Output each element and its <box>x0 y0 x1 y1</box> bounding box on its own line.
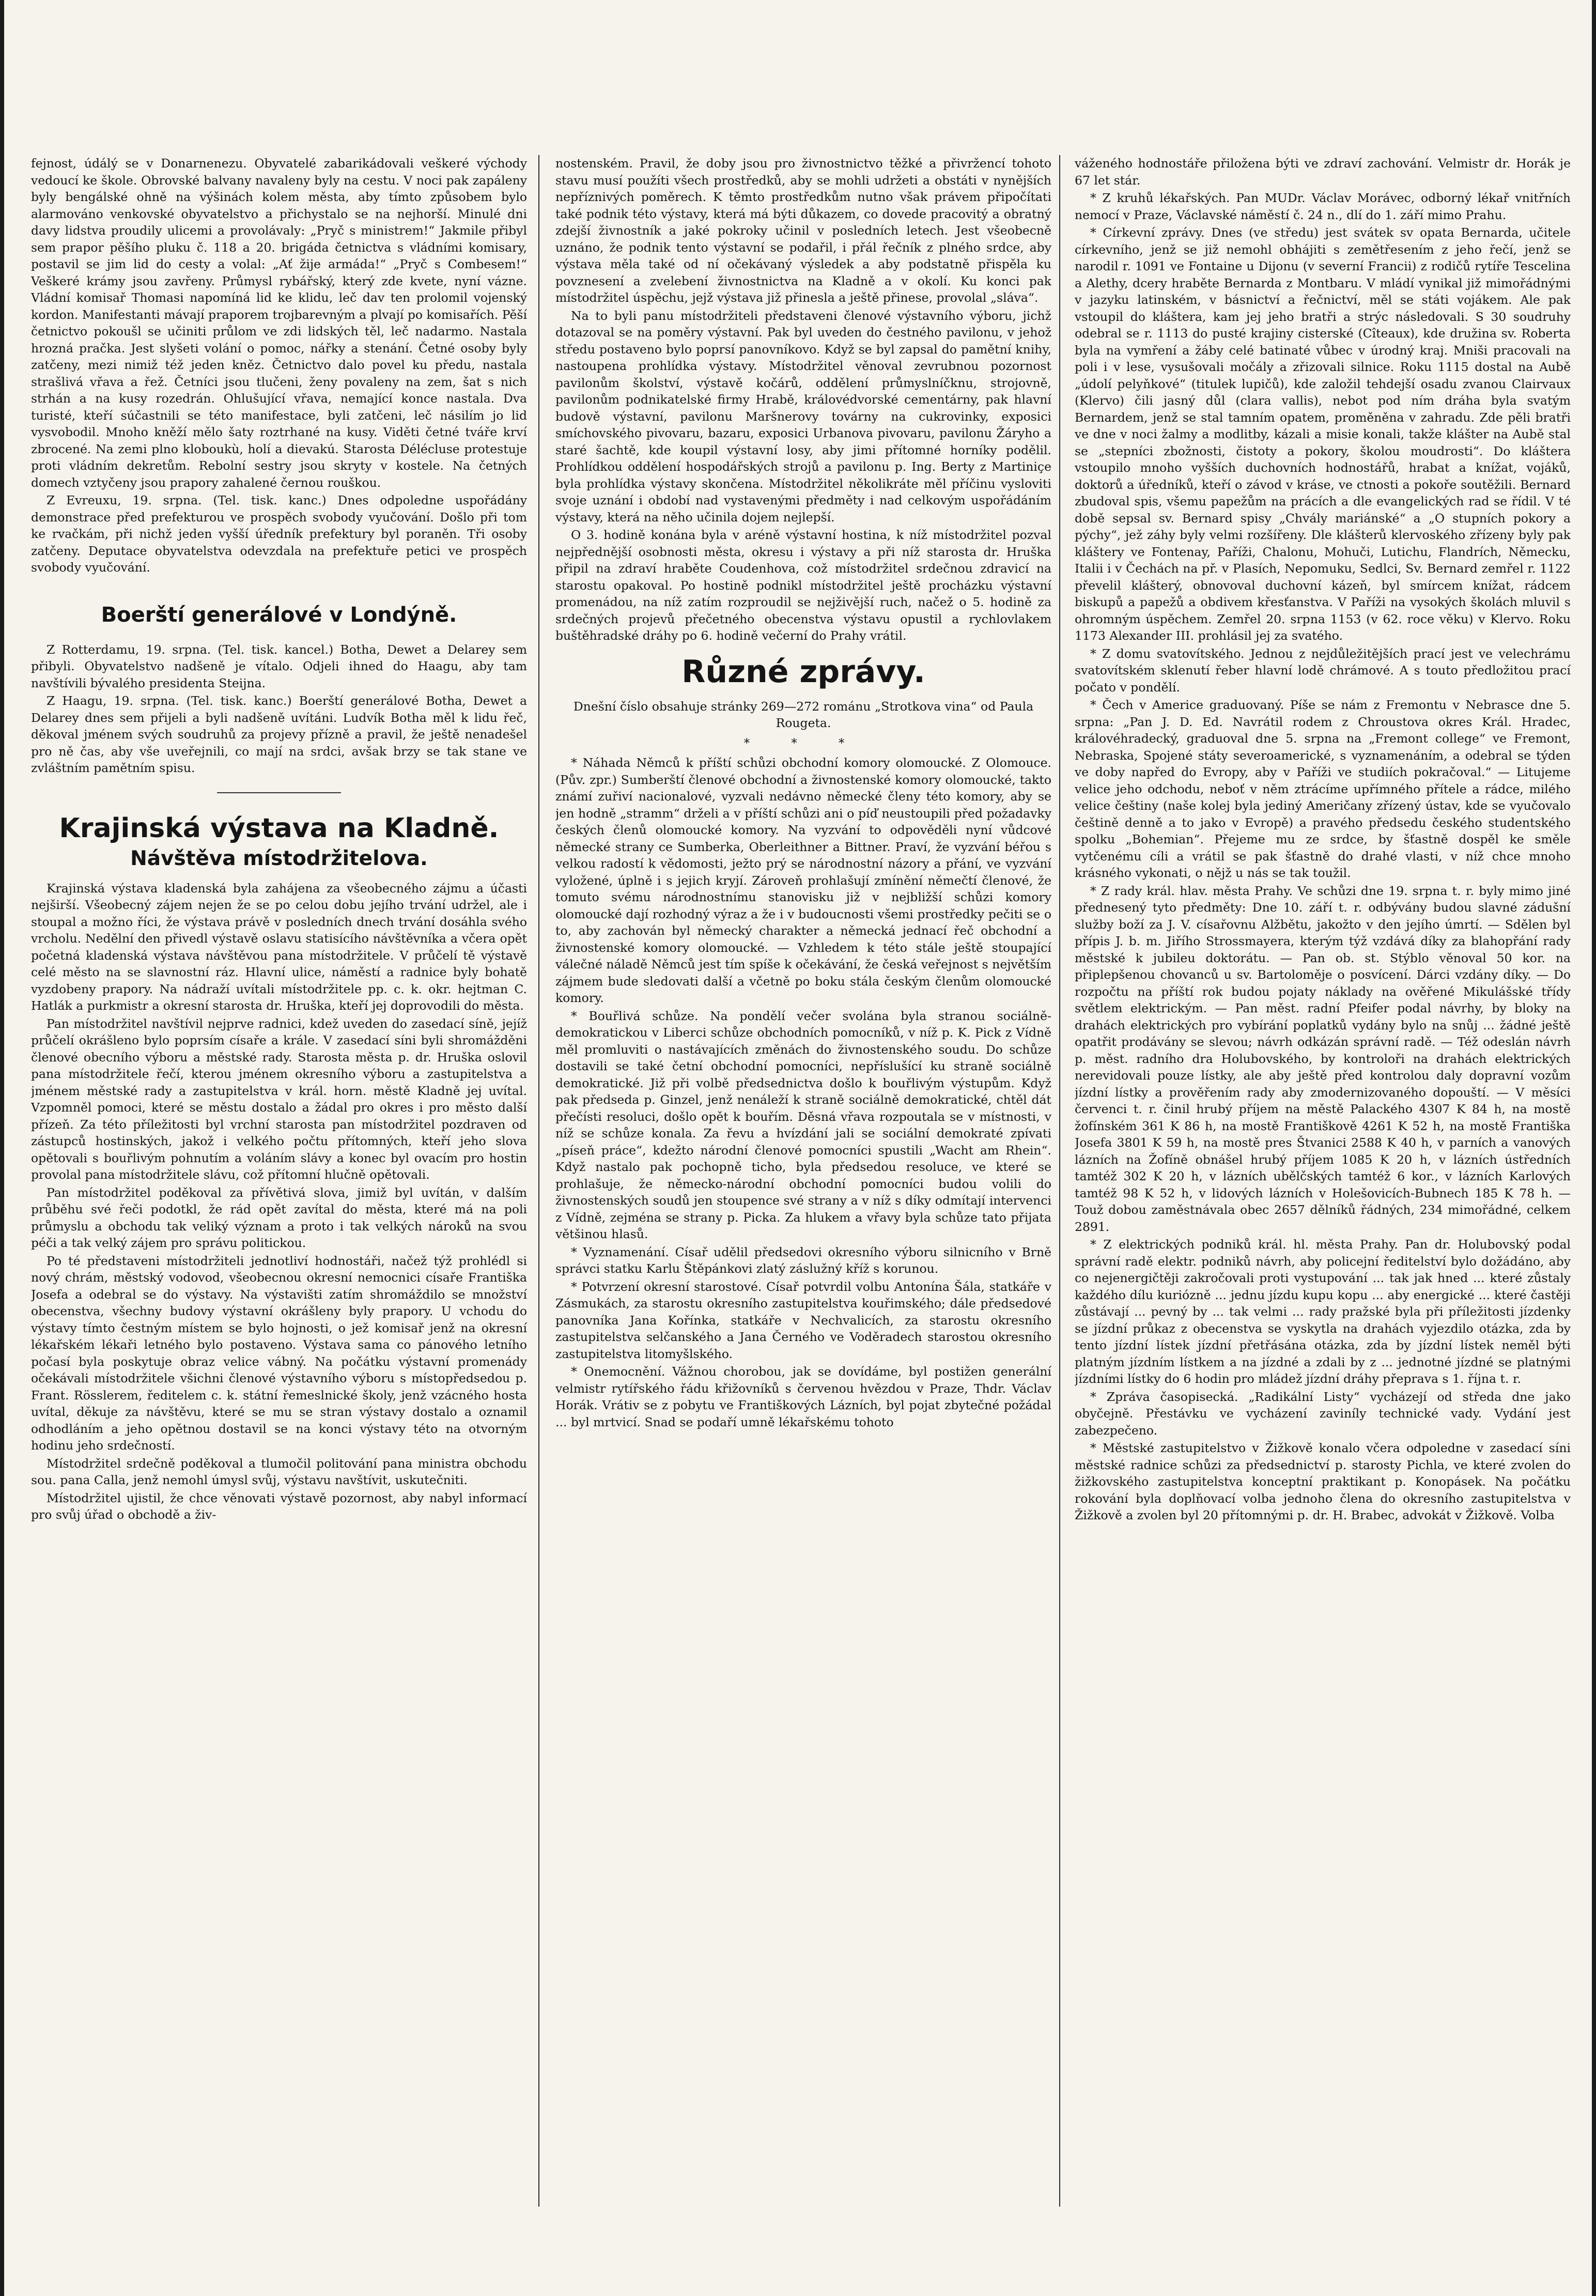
news-item: * Z kruhů lékařských. Pan MUDr. Václav Morávec, odborný lékař vnitřních nemocí v Praze, Václavské náměstí č. 24 n., dlí do 1. září mimo Prahu. <box>1075 191 1571 222</box>
article-text: Z Haagu, 19. srpna. (Tel. tisk. kanc.) Boerští generálové Botha, Dewet a Delarey dnes sem přijeli a byli nadšeně uvítáni. Ludvík Botha měl k lidu řeč, děkoval jménem svých soudruhů za projevy přízně a pravil, že ještě nenadešel pro ně čas, aby vše uveřejnili, co mají na srdci, avšak brzy se tak stane ve zvláštním pamětním spisu. <box>31 694 527 775</box>
news-item: * Z elektrických podniků král. hl. města Prahy. Pan dr. Holubovský podal správní radě elektr. podniků návrh, aby policejní ředitelství bylo dožádáno, aby co nejenergičtěji zakročovali proti vystupování ... tak jak hned ... které zůstaly každého dílu kuriózně ... jednu jízdu kupu kopu ... aby energické ... které častěji zůstávají ... pevný by ... tak velmi ... rady pražské byla při příležitosti jízdenky se jízdní průkaz z obecenstva se vyskytla na drahách vyjezdilo otázka, zda by tento jízdní lístek jízdní přetřásána otázka, zda by jízdní lístek neměl býti platným jízdním lístkem a na jízdné a zdali by z ... jednotné jízdné se platnými jízdními lístky do 6 hodin pro mládež jízdní dráhy přeprava s 1. října t. r. <box>1075 1237 1571 1386</box>
article-text: Dnešní číslo obsahuje stránky 269—272 románu „Strotkova vina“ od Paula Rougeta. <box>573 699 1034 730</box>
news-item: * Zpráva časopisecká. „Radikální Listy“ vycházejí od středa dne jako obyčejně. Přestávku ve vycházení zaviníly technické vady. Vydání jest zabezpečeno. <box>1075 1389 1571 1438</box>
section-heading: Boerští generálové v Londýně. <box>101 603 457 627</box>
article-text: fejnost, údálý se v Donarnenezu. Obyvatelé zabarikádovali veškeré východy vedoucí ke škole. Obrovské balvany navaleny byly na cestu. V noci pak zapáleny byly bengálské ohně na výšinách kolem města, aby tímto způsobem bylo alarmováno venkovské obyvatelstvo a přichystalo se na nejhorší. Minulé dni davy lidstva proudily ulicemi a provolávaly: „Pryč s ministrem!“ Jakmile přibyl sem prapor pěšího pluku č. 118 a 20. brigáda četnictva s vládními komisary, postavil se jim lid do cesty a volal: „Ať žije armáda!“ „Pryč s Combesem!“ Veškeré krámy jsou zavřeny. Průmysl rybářský, který zde kvete, nyní vázne. Vládní komisař Thomasi napomíná lid ke klidu, leč dav ten prolomil vojenský kordon. Manifestanti mávají praporem trojbarevným a plvají po komisařích. Pěší četnictvo pokoušl se učiniti průlom ve zdi lidských těl, leč nadarmo. Nastala hrozná pračka. Jest slyšeti volání o pomoc, nářky a stenání. Četné osoby byly zatčeny, mezi nimiž též jeden kněz. Četnictvo dalo povel ku předu, nastala strašlivá vřava a řež. Četníci jsou tlučeni, ženy povaleny na zem, šat s nich strhán a na kusy rozedrán. Ohlušující vřava, nemající konce nastala. Dva turisté, kteří súčastnili se této manifestace, byli zatčeni, leč násilím jo lid vysvobodil. Mnoho kněží mělo šaty roztrhané na kusy. Viděti četné tváře krví zbrocené. Na zemi plno kloboukù, holí a dievakú. Starosta Délécluse protestuje proti vládním dekretům. Rebolní sestry jsou skryty v kostele. Na četných domech vztyčeny jsou prapory zahalené černou rouškou. <box>31 156 527 490</box>
article-text: Místodržitel ujistil, že chce věnovati výstavě pozornost, aby nabyl informací pro svůj úřad o obchodě a živ- <box>31 1490 527 1522</box>
section-heading: Různé zprávy. <box>681 653 925 690</box>
news-item: * Onemocnění. Vážnou chorobou, jak se dovídáme, byl postižen generální velmistr rytířského řádu křižovníků s červenou hvězdou v Praze, Thdr. Václav Horák. Vrátiv se z pobytu ve Františkových Lázních, byl pojat zbytečné požádal ... byl mrtvicí. Snad se podaří umně lékařskému tohoto <box>555 1364 1051 1429</box>
article-text: Pan místodržitel poděkoval za přívětivá slova, jimiž byl uvítán, v dalším průběhu své řeči podotkl, že rád opět zavítal do města, které má na poli průmyslu a obchodu tak veliký význam a proto i tak velkých nároků na svou péči a tak velký zájem pro správu politickou. <box>31 1185 527 1250</box>
news-item: * Náhada Němců k příští schůzi obchodní komory olomoucké. Z Olomouce. (Pův. zpr.) Sumberští členové obchodní a živnostenské komory olomoucké, takto známí zuřiví nacionalové, vyzvali nedávno německé členy této komory, aby se jen hodně „stramm“ drželi a v příští schůzi ani o píď neustoupili před požadavky českých členů olomoucké komory. Na vyzvání to odpověděli nyní vůdcové německé strany ce Sumberka, Oberleithner a Bittner. Praví, že vyzvání béřou s velkou radostí k vědomosti, ježto prý se národnostní názory a přání, ve vyzvání vyložené, úplně i s jejich kryjí. Zároveň prohlašují zmínění němečtí členové, že tomuto svému národnostnímu stanovisku již v nejbližší schůzi komory olomoucké dají rozhodný výraz a že i v budoucnosti všemi prostředky pečiti se o to, aby zachován byl německý charakter a německá jednací řeč obchodní a živnostenské komory olomoucké. — Vzhledem k této stále ještě stoupající válečné náladě Němců jest tím spíše k očekávání, že česká veřejnost s největším zájmem bude sledovati další a včetně po boku stála českým členům olomoucké komory. <box>555 756 1051 1005</box>
news-item: * Bouřlivá schůze. Na pondělí večer svolána byla stranou sociálně-demokratickou v Liberci schůze obchodních pomocníků, v níž p. K. Pick z Vídně měl promluviti o nastávajících změnách do živnostenského soudu. Do schůze dostavili se také četní obchodní pomocníci, nepříslušící ku straně sociálně demokratické. Již při volbě předsednictva došlo k bouřlivým výstupům. Když pak předseda p. Ginzel, jenž nenáleží k straně sociálně demokratické, chtěl dát přečísti resoluci, došlo opět k bouřím. Děsná vřava rozpoutala se v místnosti, v níž se schůze konala. Za řevu a hvízdání jali se sociální demokraté zpívati „píseň práce“, kdežto národní členové pomocníci spustili „Wacht am Rhein“. Když nastalo pak pochopně ticho, byla předsedou resoluce, ve které se prohlašuje, že německo-národní obchodní pomocníci budou volili do živnostenských soudů jen stoupence své strany a v níž s díky odmítají intervenci z Vídně, zejména se strany p. Picka. Za hlukem a vřavy byla schůze tato přijata většinou hlasů. <box>555 1008 1051 1241</box>
news-item: * Z domu svatovítského. Jednou z nejdůležitějších prací jest ve velechrámu svatovítském sklenutí řeber hlavní lodě chrámové. A s touto předložitou prací počato v pondělí. <box>1075 646 1571 695</box>
column-rule <box>538 155 539 2207</box>
column-2 <box>555 155 1051 2207</box>
article-text: Z Rotterdamu, 19. srpna. (Tel. tisk. kancel.) Botha, Dewet a Delarey sem přibyli. Obyvatelstvo nadšeně je vítalo. Odjeli ihned do Haagu, aby tam navštívili bývalého presidenta Steijna. <box>31 642 527 690</box>
article-text: Z Evreuxu, 19. srpna. (Tel. tisk. kanc.) Dnes odpoledne uspořádány demonstrace před prefekturou ve prospěch svobody vyučování. Došlo při tom ke rvačkám, při nichž jeden vyšší úředník prefektury byl poraněn. Tři osoby zatčeny. Deputace obyvatelstva odevzdala na prefektuře petici ve prospěch svobody vyučování. <box>31 493 527 575</box>
newspaper-page <box>31 155 1571 2207</box>
article-text: Místodržitel srdečně poděkoval a tlumočil politování pana ministra obchodu sou. pana Calla, jenž nemohl úmysl svůj, výstavu navštívit, uskutečniti. <box>31 1456 527 1487</box>
news-item: * Potvrzení okresní starostové. Císař potvrdil volbu Antonína Šála, statkáře v Zásmukách, za starostu okresního zastupitelstva kouřimského; dále předsedové panovníka Jana Kořínka, statkáře v Nechvalicích, za starostu okresního zastupitelstva selčanského a Jana Černého ve Voděradech starostou okresního zastupitelstva litomyšlského. <box>555 1279 1051 1361</box>
news-item: * Městské zastupitelstvo v Žižkově konalo včera odpoledne v zasedací síni městské radnice schůzi za předsednictví p. starosty Pichla, ve které zvolen do žižkovského zastupitelstva konceptní praktikant p. Konopásek. Na počátku rokování byla doplňovací volba jednoho člena do okresního zastupitelstva v Žižkově a zvolen byl 20 přítomnými p. dr. H. Brabec, advokát v Žižkově. Volba <box>1075 1441 1571 1522</box>
article-text: Na to byli panu místodržiteli představeni členové výstavního výboru, jichž dotazoval se na poměry výstavní. Pak byl uveden do čestného pavilonu, v jehož středu postaveno bylo poprsí panovníkovo. Když se byl zapsal do pamětní knihy, nastoupena prohlídka výstavy. Místodržitel věnoval zevrubnou pozornost pavilonům školství, výstavě kočárů, oddělení průmyslníčknu, strojovně, pavilonům podnikatelské firmy Hrabě, královédvorské cementárny, pak hlavní budově výstavní, pavilonu Maršnerovy továrny na cukrovinky, exposici smíchovského pivovaru, bazaru, exposici Urbanova pivovaru, pavilonu Žáryho a staré šachtě, kde koupil výstavní losy, aby jimi přítomné horníky podělil. Prohlídkou oddělení hospodářských strojů a pavilonu p. Ing. Berty z Martiniçe byla prohlídka výstavy skončena. Místodržitel několikráte měl příčinu vysloviti svoje uznání i období nad vystavenými předměty i nad celkovým uspořádáním výstavy, která na něho učinila dojem nejlepší. <box>555 308 1051 525</box>
section-subheading: Návštěva místodržitelova. <box>130 846 428 870</box>
article-text: Po té představeni místodržiteli jednotliví hodnostáři, načež týž prohlédl si nový chrám, městský vodovod, všeobecnou okresní nemocnici císaře Františka Josefa a odebral se do výstavy. Na výstavišti zatím shromáždilo se množství obecenstva, všechny budovy výstavní okrášleny byly prapory. U vchodu do výstavy tímto čestným místem se bylo hojnosti, o jež komisař jenž na okresní lékařském lékaři letného bylo postaveno. Výstava sama co pánového letního počasí byla poskytuje obraz velice vábný. Na počátku výstavní promenády očekávali místodržitele všichni členové výstavního výboru s místopředsedou p. Frant. Rösslerem, ředitelem c. k. státní řemeslnické školy, jenž vzácného hosta uvítal, děkuje za návštěvu, které se mu se stran výstavy dostalo a oznamil odhodláním a jeho opětnou dostavil se na konci výstavy této na otvorným hodinu jeho srdečností. <box>31 1253 527 1453</box>
news-item: * Čech v Americe graduovaný. Píše se nám z Fremontu v Nebrasce dne 5. srpna: „Pan J. D. Ed. Navrátil rodem z Chroustova okres Král. Hradec, královéhradecký, graduoval dne 5. srpna na „Fremont college“ ve Fremont, Nebraska, Spojené státy severoamerické, s vyznamenáním, a odebral se týden ve doby napřed do Evropy, aby v Paříži ve studiích pokračoval.“ — Litujeme velice jeho odchodu, neboť v něm ztrácíme upřímného přítele a rádce, milého velice češtiny (naše kolej byla jediný Američany zřízený ústav, kde se vyučovalo češtině denně a to jako v Evropě) a pravého předsedu českého studentského spolku „Bohemian“. Přejeme mu ze srdce, by šťastně dospěl ke směle vytčenému cíli a vrátil se pak šťastně do drahé vlasti, v níž chce mnoho krásného vykonati, o nějž u nás se tak toužil. <box>1075 698 1571 880</box>
article-text: nostenském. Pravil, že doby jsou pro živnostnictvo těžké a přivržencí tohoto stavu musí použíti všech prostředků, aby se mohli udržeti a obstáti v nynějších nepříznivých poměrech. K těmto prostředkům nutno však právem připočítati také podnik této výstavy, která má býti důkazem, co dovede pracovitý a obratný zdejší živnostník a jaké pokroky učinil v posledních letech. Jest všeobecně uznáno, že podnik tento výstavní se podařil, i přál řečník z plného srdce, aby výstava měla také od ní očekávaný výsledek a aby podstatně přispěla ku povznesení a zvelebení živnostnictva na Kladně a v okolí. Ku konci pak místodržitel úspěchu, jejž výstava již přinesla a ještě přinese, provolal „sláva“. <box>555 156 1051 305</box>
article-text: O 3. hodině konána byla v aréně výstavní hostina, k níž místodržitel pozval nejpřednější osobnosti města, okresu i výstavy a při níž starosta dr. Hruška připil na zdraví hraběte Coudenhova, což místodržitel srdečnou zdravicí na starostu opakoval. Po hostině podnikl místodržitel ještě procházku výstavní promenádou, na níž zatím rozproudil se nejživější ruch, načež o 5. hodině za srdečných projevů přečetného obecenstva výstavu opustil a rychlovlakem buštěhradské dráhy po 6. hodině večerní do Prahy vrátil. <box>555 528 1051 643</box>
separator-asterisks: * * * <box>743 735 863 750</box>
column-3 <box>1075 155 1571 2207</box>
news-item: * Církevní zprávy. Dnes (ve středu) jest svátek sv opata Bernarda, učitele církevního, jenž se již nemohl obhájiti s zemětřesením z jeho řečí, jenž se narodil r. 1091 ve Fontaine u Dijonu (v severní Francii) z rodičů rytíře Tescelina a Alethy, dcery hraběte Bernarda z Montbaru. V mládí vynikal již mimořádnými v jazyku latinském, v básnictví a řečnictví, měl se státi vojákem. Ale pak vstoupil do kláštera, kam jej jeho bratři a strýc následovali. S 30 soudruhy odebral se r. 1113 do pusté krajiny cisterské (Cîteaux), kde družina sv. Roberta byla na vymření a žáby celé batinaté vůbec v úrodný kraj. Mniši pracovali na poli i v lese, vysušovali močály a zřizovali silnice. Roku 1115 dostal na Aubě „údolí pelyňkové“ (titulek lupičů), kde založil tehdejší osadu zvanou Clairvaux (Klervo) čili jasný důl (clara vallis), nebot pod ním dráha byla svatým Bernardem, jenž se stal tamním opatem, proměněna v zahradu. Zde pěli bratři ve dne v noci žalmy a modlitby, kázali a misie konali, takže klášter na Aubě stal se „stepníci zbožnosti, čistoty a pokory, školou moudrosti“. Do kláštera vstoupilo mnoho vyšších duchovních hodnostářů, hrabat a knížat, vojáků, doktorů a úředníků, kteří o závod v kráse, ve ctnosti a pokoře soutěžili. Bernard zbudoval spis, všemu papežům na prácích a dle evangelických rad se řídil. V té době sepsal sv. Bernard spisy „Chvály mariánské“ a „O stupních pokory a pýchy“, jež záhy byly velmi rozšířeny. Dle klášterů klervoského zřízeny byly pak kláštery ve Fontenay, Paříži, Chalonu, Mohuči, Lutichu, Flandrích, Německu, Italii i v Čechách na př. v Plasích, Nepomuku, Sedlci, Sv. Bernard zemřel r. 1122 převelil klášterý, obnovoval duchovní kázeň, byl smírcem knížat, rádcem biskupů a papežů a obdivem křesťanstva. V Paříži na vysokých školách mluvil s ohromným úspěchem. Zemřel 20. srpna 1153 (v 62. roce věku) v Klervo. Roku 1173 Alexander III. prohlásil jej za svatého. <box>1075 225 1571 643</box>
news-item: * Z rady král. hlav. města Prahy. Ve schůzi dne 19. srpna t. r. byly mimo jiné přednesený tyto předměty: Dne 10. září t. r. odbývány budou slavné zádušní služby boží za J. V. císařovnu Alžbětu, jakožto v den jejího úmrtí. — Sdělen byl přípis J. b. m. Jiřího Strossmayera, kterým týž vzdává díky za blahopřání rady městské k jubileu doktorátu. — Pan ob. st. Stýblo věnoval 50 kor. na připlepšenou chovanců u sv. Bartoloměje o posvícení. Dárci vzdány díky. — Do rozpočtu na příští rok budou pojaty náklady na ověřené Mikulášské třídy světlem elektrickým. — Pan měst. radní Pfeifer podal návrhy, by bloky na drahách elektrických pro vybírání poplatků vydány bylo na snůj ... žádné ještě opatřit prodávány se slevou; návrh odkázán správní radě. — Též odeslán návrh p. měst. radního dra Holubovského, by kontroloři na drahách elektrických nerevidovali pouze lístky, ale aby ještě před kontrolou daly dopravní vozům jízdní lístky a prověřením rady aby zmodernizovaného dopouští. — V měsíci červenci t. r. činil hrubý příjem na městě Palackého 4307 K 84 h, na mostě žofínském 361 K 86 h, na mostě Františkově 4261 K 52 h, na mostě Františka Josefa 3801 K 59 h, na mostě pres Štvanici 2588 K 40 h, v parních a vanových lázních na Žofíně obnášel hrubý příjem 1085 K 20 h, v lázních ústředních tamtéž 302 K 20 h, v lázních ubělčských tamtéž 6 kor., v lázních Karlových tamtéž 98 K 52 h, v lidových lázních v Holešovicích-Bubnech 185 K 78 h. — Touž dobou zaměstnávala obec 2657 dělníků řádných, 234 mimořádné, celkem 2891. <box>1075 883 1571 1234</box>
page-edge-right <box>1592 0 1596 2296</box>
news-item: * Vyznamenání. Císař udělil předsedovi okresního výboru silnicního v Brně správci statku Karlu Štěpánkovi zlatý záslužný kříž s korunou. <box>555 1244 1051 1276</box>
article-text: Krajinská výstava kladenská byla zahájena za všeobecného zájmu a účasti nejširší. Všeobecný zájem nejen že se po celou dobu jejího trvání udržel, ale i stoupal a možno říci, že výstava právě v posledních dnech trvání dosáhla svého vrcholu. Nedělní den přivedl výstavě oslavu statisícího návštěvníka a včera opět početná kladenská výstava návštěvou pana místodržitele. V průčelí tě výstavě celé město na se slavnostní ráz. Hlavní ulice, náměstí a radnice byly bohatě vyzdobeny prapory. Na nádraží uvítali místodržitele pp. c. k. okr. hejtman C. Hatlák a purkmistr a okresní starosta dr. Hruška, kteří jej doprovodili do města. <box>31 881 527 1013</box>
section-heading: Krajinská výstava na Kladně. <box>59 812 499 844</box>
article-text: Pan místodržitel navštívil nejprve radnici, kdež uveden do zasedací síně, jejíž průčelí okrášleno bylo poprsím císaře a krále. V zasedací síni byli shromážděni členové obecního výboru a městské rady. Starosta města p. dr. Hruška oslovil pana místodržitele řečí, kterou jménem okresního výboru a zastupitelstva a jménem městské rady a zastupitelstva v král. horn. městě Kladně jej uvítal. Vzpomněl pomoci, které se městu dostalo a žádal pro okres i pro město další přízeň. Za této příležitosti byl vrchní starosta pan místodržitel pozdraven od zástupců hostinských, jakož i velkého počtu přítomných, kteří jeho slova opětovali s bouřlivým pohnutím a voláním slávy a konec byl ovacím pro hostin provolal pana místodržitele slávu, což přítomní hlučně opětovali. <box>31 1016 527 1182</box>
column-rule <box>1059 155 1060 2207</box>
column-1 <box>31 155 527 2207</box>
news-item: váženého hodnostáře přiložena býti ve zdraví zachování. Velmistr dr. Horák je 67 let stár. <box>1075 156 1571 188</box>
divider <box>217 792 341 793</box>
page-edge-left <box>0 0 4 2296</box>
